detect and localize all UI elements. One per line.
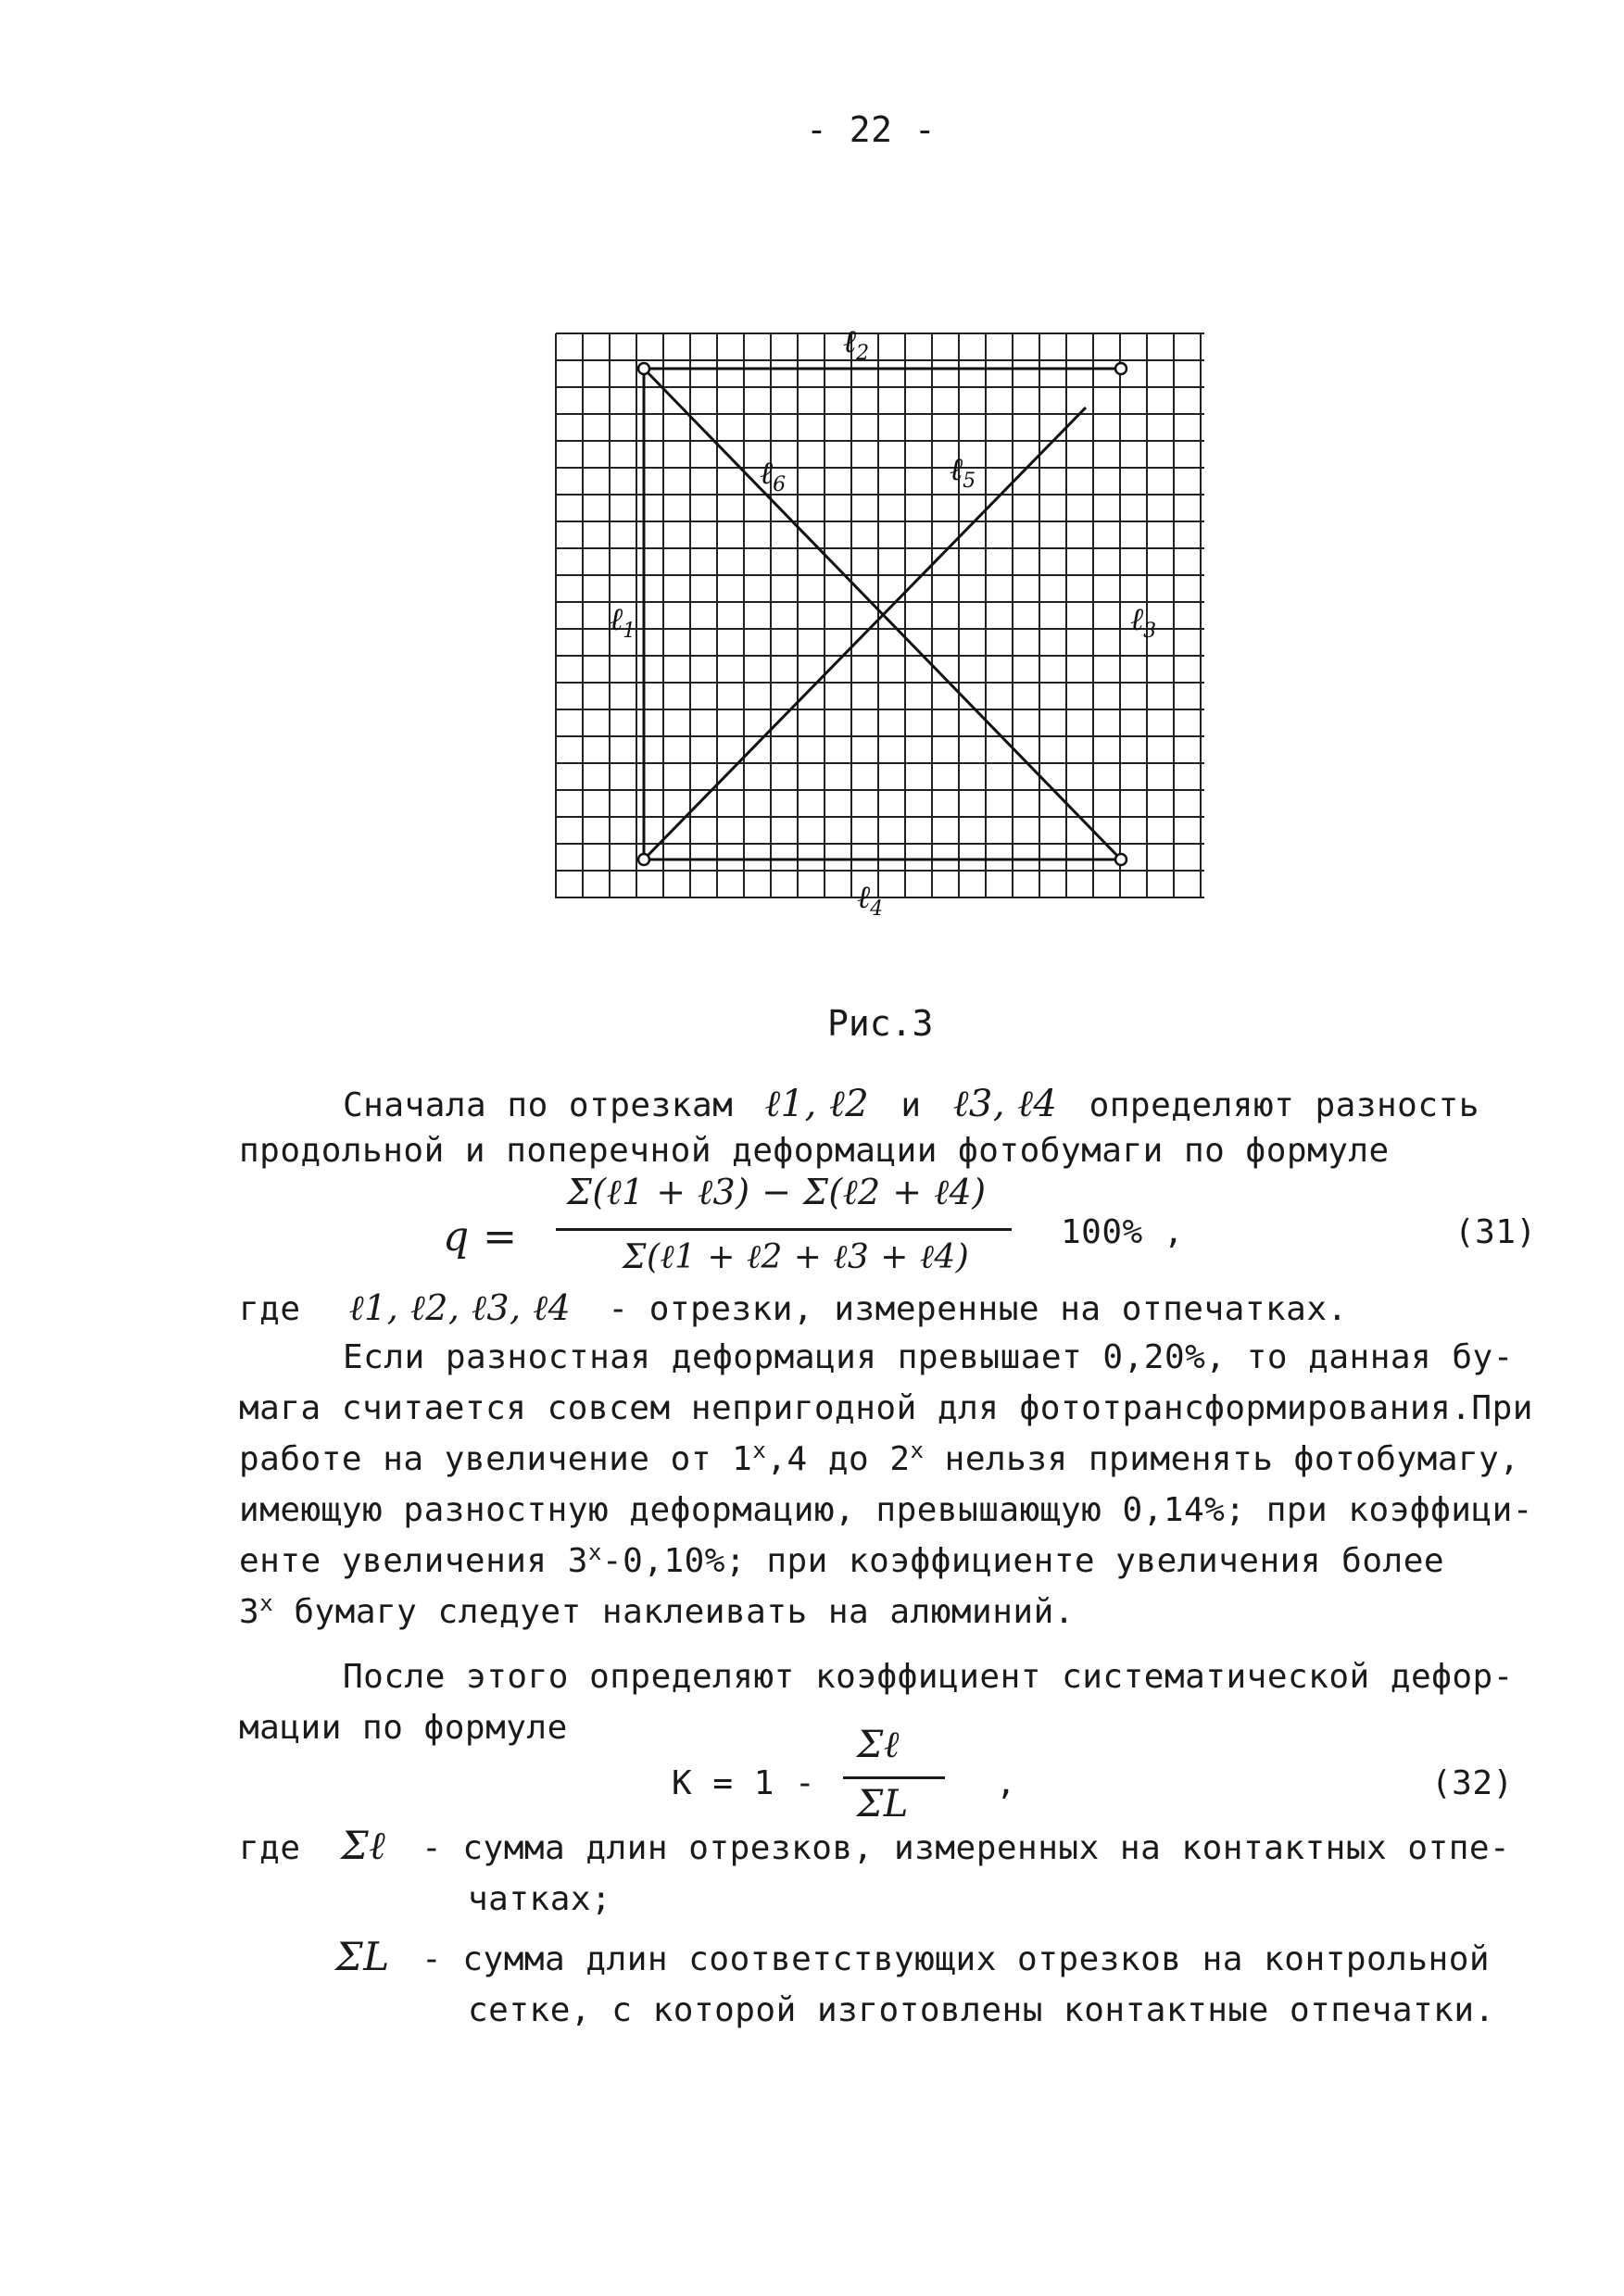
para2-line5-a: енте увеличения 3 bbox=[239, 1542, 588, 1580]
where2-text2-a: - сумма длин соответствующих отрезков на контрольной bbox=[422, 1940, 1491, 1978]
where2-label: где bbox=[239, 1829, 301, 1867]
formula31-lhs: q = bbox=[443, 1213, 518, 1261]
figure-grid-diagram bbox=[537, 324, 1241, 935]
figure-caption: Рис.3 bbox=[827, 1003, 934, 1044]
para2-line6-sup: x bbox=[259, 1590, 274, 1616]
formula31-factor: 100% , bbox=[1061, 1213, 1185, 1251]
label-l3: ℓ$_3$ bbox=[1130, 601, 1157, 643]
para2-line3-b: ,4 до 2 bbox=[766, 1440, 911, 1478]
para2-line6-b: бумагу следует наклеивать на алюминий. bbox=[273, 1593, 1075, 1631]
para1-symbols-l3-l4: ℓ3, ℓ4 bbox=[952, 1083, 1058, 1125]
para1-text-a: Сначала по отрезкам bbox=[343, 1086, 734, 1124]
para2-line2: мага считается совсем непригодной для фототрансформирования.При bbox=[239, 1389, 1533, 1427]
where2-text1-a: - сумма длин отрезков, измеренных на контактных отпе- bbox=[422, 1829, 1511, 1867]
where1-label: где bbox=[239, 1290, 301, 1328]
para2-line1: Если разностная деформация превышает 0,20%, то данная бу- bbox=[343, 1338, 1514, 1376]
where2-text1-b: чатках; bbox=[468, 1880, 612, 1918]
para2-line4: имеющую разностную деформацию, превышающую 0,14%; при коэффици- bbox=[239, 1491, 1533, 1529]
formula32-denominator: ΣL bbox=[857, 1783, 909, 1826]
where2-sym1: Σℓ bbox=[341, 1823, 386, 1868]
segment-l5 bbox=[644, 408, 1086, 859]
para2-line5-b: -0,10%; при коэффициенте увеличения более bbox=[601, 1542, 1445, 1580]
para2-line3 bbox=[239, 1437, 1520, 1478]
para2-line5-sup: x bbox=[587, 1539, 602, 1565]
para3-line2: мации по формуле bbox=[239, 1709, 568, 1747]
para1-symbols-l1-l2: ℓ1, ℓ2 bbox=[764, 1083, 870, 1125]
para2-line3-c: нельзя применять фотобумагу, bbox=[924, 1440, 1520, 1478]
para1-line1 bbox=[343, 1082, 1479, 1125]
para2-line6-a: 3 bbox=[239, 1593, 260, 1631]
formula32-numerator: Σℓ bbox=[857, 1724, 900, 1766]
para1-line2: продольной и поперечной деформации фотобумаги по формуле bbox=[239, 1132, 1390, 1170]
para3-line1: После этого определяют коэффициент систематической дефор- bbox=[343, 1658, 1514, 1696]
formula32-comma: , bbox=[996, 1764, 1017, 1802]
formula32-number: (32) bbox=[1431, 1764, 1514, 1802]
label-l6: ℓ$_6$ bbox=[760, 455, 787, 496]
formula31-numerator: Σ(ℓ1 + ℓ3) − Σ(ℓ2 + ℓ4) bbox=[567, 1172, 987, 1212]
where1-line bbox=[239, 1287, 1348, 1329]
corner-point-top-right bbox=[1115, 363, 1127, 374]
label-l1: ℓ$_1$ bbox=[610, 601, 636, 643]
label-l4: ℓ$_4$ bbox=[857, 879, 884, 921]
where1-text: - отрезки, измеренные на отпечатках. bbox=[608, 1290, 1348, 1328]
para2-line3-sup1: x bbox=[752, 1437, 767, 1463]
para1-text-b: определяют разность bbox=[1089, 1086, 1479, 1124]
page-number: - 22 - bbox=[806, 109, 937, 150]
para1-text-and: и bbox=[900, 1086, 922, 1124]
label-l2: ℓ$_2$ bbox=[843, 324, 870, 365]
where2-sym2: ΣL bbox=[335, 1934, 390, 1979]
para2-line5 bbox=[239, 1539, 1445, 1580]
formula31-denominator: Σ(ℓ1 + ℓ2 + ℓ3 + ℓ4) bbox=[623, 1238, 970, 1276]
para2-line3-a: работе на увеличение от 1 bbox=[239, 1440, 753, 1478]
para2-line6 bbox=[239, 1590, 1075, 1631]
where1-symbols: ℓ1, ℓ2, ℓ3, ℓ4 bbox=[348, 1287, 572, 1328]
corner-point-bottom-right bbox=[1115, 854, 1127, 865]
label-l5: ℓ$_5$ bbox=[950, 451, 976, 493]
para2-line3-sup2: x bbox=[910, 1437, 925, 1463]
corner-point-top-left bbox=[638, 363, 649, 374]
where2-text2-b: сетке, с которой изготовлены контактные отпечатки. bbox=[468, 1991, 1495, 2029]
formula31-number: (31) bbox=[1454, 1213, 1537, 1251]
formula32-lhs: K = 1 - bbox=[672, 1764, 816, 1802]
formula32-fraction-bar bbox=[843, 1776, 945, 1779]
corner-point-bottom-left bbox=[638, 854, 649, 865]
formula31-fraction-bar bbox=[556, 1228, 1012, 1231]
